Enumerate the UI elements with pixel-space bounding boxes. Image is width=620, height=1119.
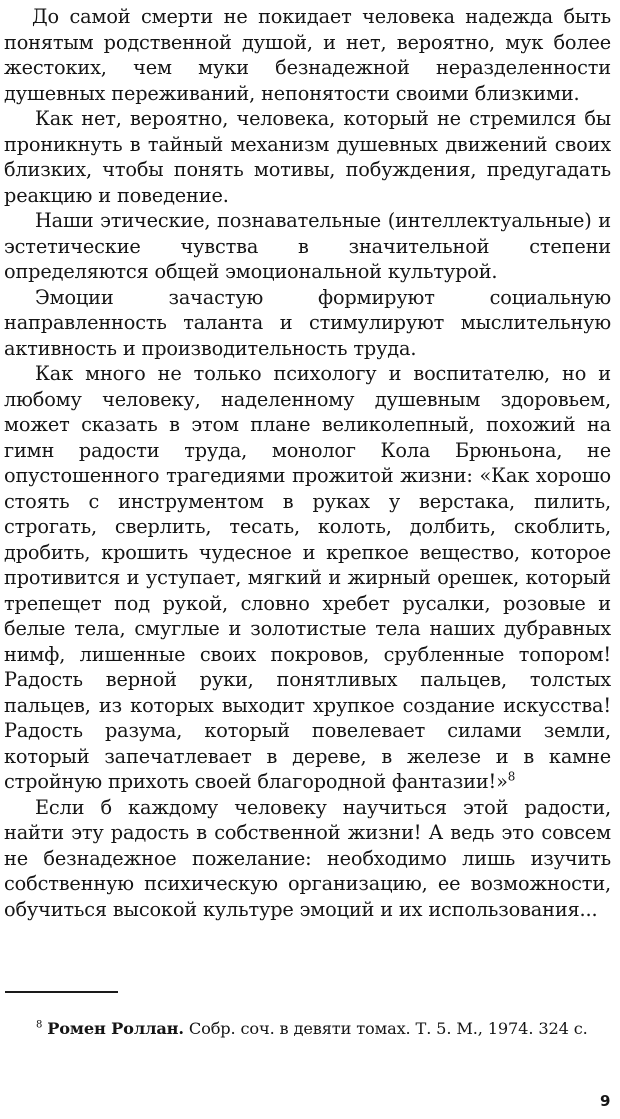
- footnote-citation: Собр. соч. в девяти томах. Т. 5. М., 1974. 324 с.: [188, 1019, 588, 1038]
- paragraph: До самой смерти не покидает человека надежда быть понятым родственной душой, и нет, вероятно, мук более жестоких, чем муки безнадежной неразделенности душевных переживаний, непонятости своими близкими.: [4, 5, 611, 105]
- quote-text: Как много не только психологу и воспитателю, но и любому человеку, наделенному душевным здоровьем, может сказать в этом плане великолепный, похожий на гимн радости труда, монолог Кола Брюньона, не опустошенного трагедиями прожитой жизни: «Как хорошо стоять с инструментом в руках у верстака, пилить, строгать, сверлить, тесать, колоть, долбить, скоблить, дробить, крошить чудесное и крепкое вещество, которое противится и уступает, мягкий и жирный орешек, который трепещет под рукой, словно хребет русалки, розовые и белые тела, смуглые и золотистые тела наших дубравных нимф, лишенные своих покровов, срубленные топором! Радость верной руки, понятливых пальцев, толстых пальцев, из которых выходит хрупкое создание искусства! Радость разума, который повелевает силами земли, который запечатлевает в дереве, в железе и в камне стройную прихоть своей благородной фантазии!»: [4, 362, 611, 793]
- footnote-number: 8: [36, 1019, 43, 1031]
- quote-paragraph: [4, 361, 611, 795]
- footnote-reference: 8: [507, 769, 516, 784]
- paragraph: Наши этические, познавательные (интеллектуальные) и эстетические чувства в значительной степени определяются общей эмоциональной культурой.: [4, 209, 611, 283]
- page-number: 9: [600, 1092, 611, 1110]
- paragraph: Как нет, вероятно, человека, который не стремился бы проникнуть в тайный механизм душевных движений своих близких, чтобы понять мотивы, побуждения, предугадать реакцию и поведение.: [4, 107, 611, 207]
- paragraph: Если б каждому человеку научиться этой радости, найти эту радость в собственной жизни! А ведь это совсем не безнадежное пожелание: необходимо лишь изучить собственную психическую организацию, ее возможности, обучиться высокой культуре эмоций и их использования...: [4, 795, 611, 921]
- footnote: [5, 1017, 610, 1041]
- main-text: [4, 4, 611, 922]
- footnote-author: Ромен Роллан.: [47, 1019, 184, 1038]
- paragraph: Эмоции зачастую формируют социальную направленность таланта и стимулируют мыслительную активность и производительность труда.: [4, 285, 611, 360]
- footnote-divider: [5, 991, 118, 993]
